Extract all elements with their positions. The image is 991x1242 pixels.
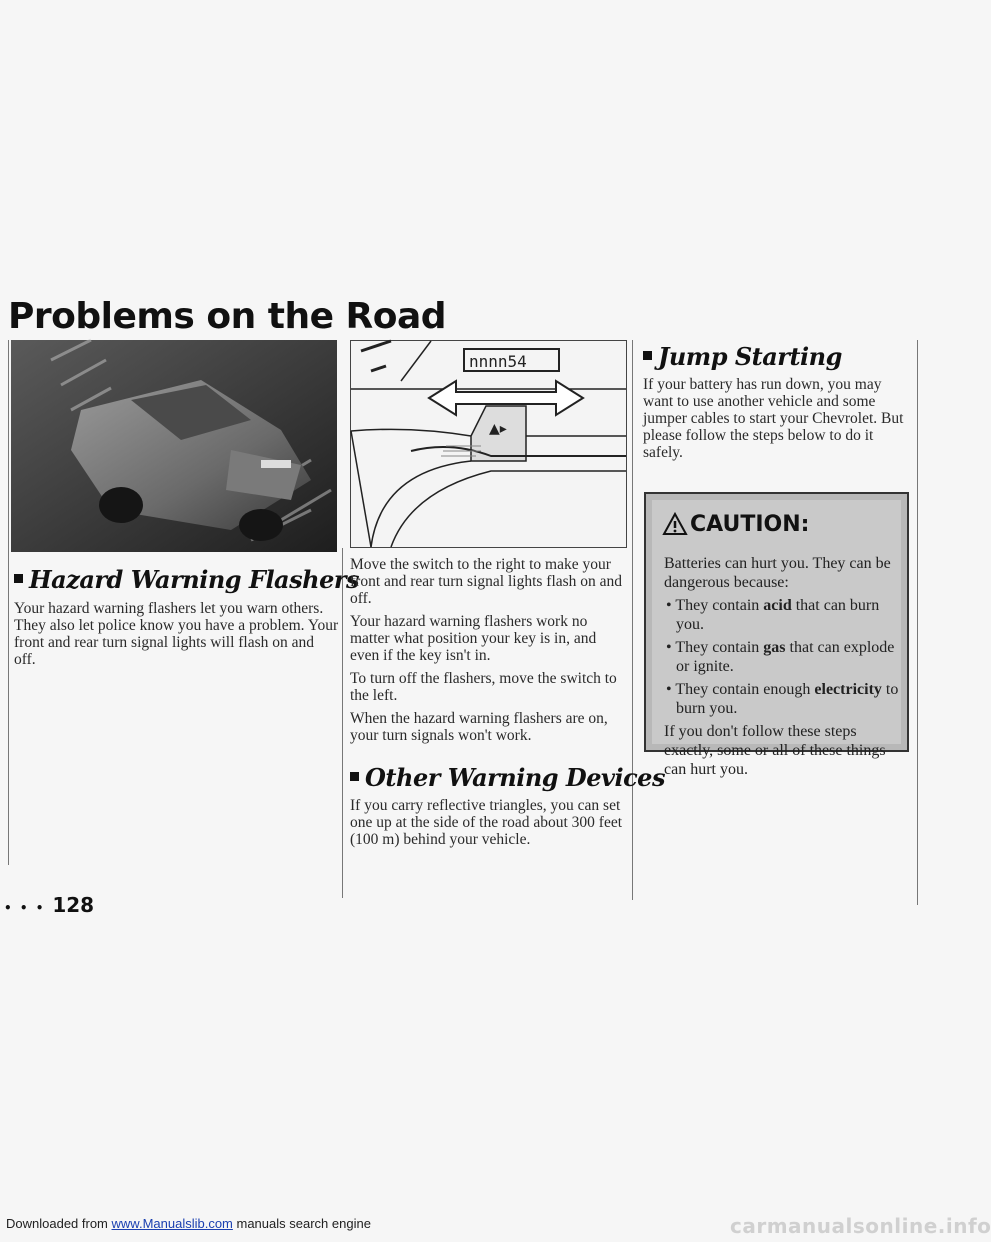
paragraph: Move the switch to the right to make your front and rear turn signal lights flash on and off.	[350, 556, 623, 607]
item-text: to burn you.	[676, 681, 899, 717]
column-divider	[8, 340, 9, 865]
caution-list	[664, 596, 904, 718]
item-text: They contain	[675, 639, 764, 656]
hazard-flashers-heading	[14, 565, 359, 594]
heading-text: Jump Starting	[658, 342, 842, 371]
caution-item: • They contain enough electricity to burn you.	[666, 681, 899, 717]
item-text: They contain	[675, 597, 764, 614]
warning-triangle-icon	[662, 512, 688, 536]
heading-text: Hazard Warning Flashers	[29, 565, 359, 594]
item-bold: electricity	[814, 681, 882, 698]
svg-text:nnnn54: nnnn54	[469, 352, 527, 371]
page-number-value: 128	[52, 893, 95, 917]
page-title: Problems on the Road	[8, 296, 447, 337]
paragraph: If your battery has run down, you may want to use another vehicle and some jumper cables to start your Chevrolet. But please follow the steps below to do it safely.	[643, 376, 904, 461]
item-text: They contain enough	[675, 681, 815, 698]
heading-text: Other Warning Devices	[365, 763, 665, 792]
item-bold: acid	[763, 597, 792, 614]
manualslib-link[interactable]: www.Manualslib.com	[111, 1216, 233, 1231]
item-bold: gas	[763, 639, 786, 656]
bullet-square-icon	[14, 574, 23, 583]
downloaded-from-label: Downloaded from	[6, 1216, 108, 1231]
caution-outro: If you don't follow these steps exactly, some or all of these things can hurt you.	[664, 723, 886, 778]
paragraph: Your hazard warning flashers work no matter what position your key is in, and even if the key isn't in.	[350, 613, 597, 664]
paragraph: When the hazard warning flashers are on, your turn signals won't work.	[350, 710, 608, 744]
column-divider	[342, 548, 343, 898]
item-text: that can explode or ignite.	[676, 639, 895, 675]
paragraph: If you carry reflective triangles, you can set one up at the side of the road about 300 feet (100 m) behind your vehicle.	[350, 797, 623, 848]
item-text: that can burn you.	[676, 597, 880, 633]
jump-starting-body	[643, 376, 908, 467]
caution-item: • They contain acid that can burn you.	[666, 597, 880, 633]
site-watermark: carmanualsonline.info	[730, 1214, 991, 1238]
banner-suffix: manuals search engine	[232, 1216, 371, 1231]
car-hazard-photo	[11, 340, 337, 552]
jump-starting-heading	[643, 342, 842, 371]
bullet-square-icon	[643, 351, 652, 360]
caution-intro: Batteries can hurt you. They can be dangerous because:	[664, 555, 891, 591]
column-divider	[632, 340, 633, 900]
caution-item: • They contain gas that can explode or ignite.	[666, 639, 895, 675]
paragraph: Your hazard warning flashers let you warn others. They also let police know you have a problem. Your front and rear turn signal lights will flash on and off.	[14, 600, 339, 668]
column-divider	[917, 340, 918, 905]
hazard-switch-diagram	[350, 340, 627, 548]
caution-text	[664, 554, 904, 779]
page-dots: • • •	[4, 901, 46, 915]
other-devices-heading	[350, 763, 665, 792]
svg-text:▲▸: ▲▸	[489, 421, 507, 437]
bullet-square-icon	[350, 772, 359, 781]
paragraph: To turn off the flashers, move the switch to the left.	[350, 670, 617, 704]
middle-text-block	[350, 556, 625, 750]
other-devices-body	[350, 797, 625, 854]
page-number	[4, 893, 94, 917]
caution-title: CAUTION:	[690, 512, 810, 537]
caution-box	[644, 492, 909, 778]
download-banner	[6, 1216, 371, 1231]
caution-panel	[652, 500, 901, 778]
hazard-flashers-body	[14, 600, 339, 674]
